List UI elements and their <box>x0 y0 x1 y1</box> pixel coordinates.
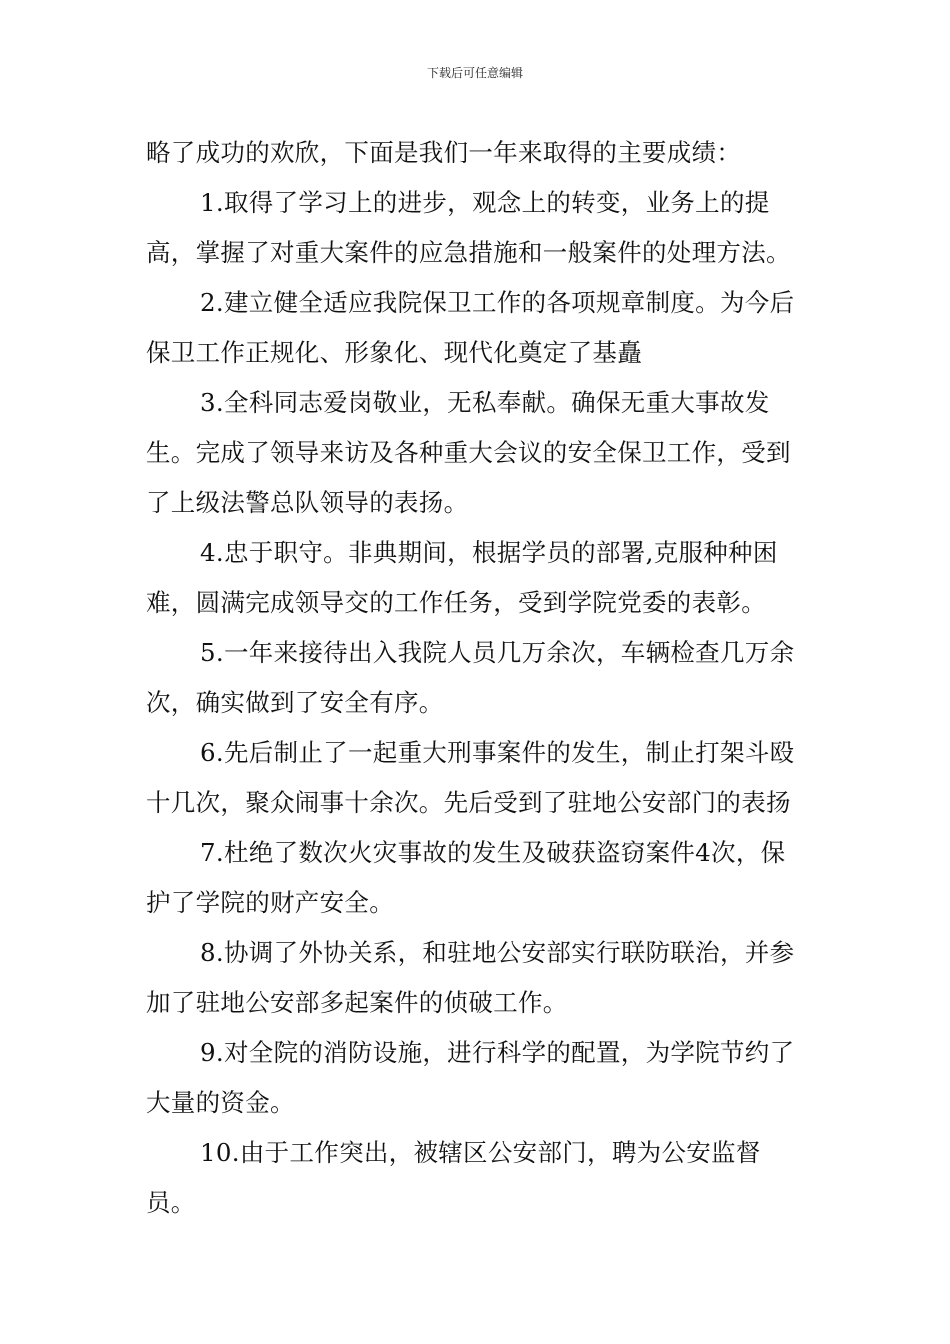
achievement-item-5: 5.一年来接待出入我院人员几万余次，车辆检查几万余次，确实做到了安全有序。 <box>146 638 795 717</box>
achievement-item-1: 1.取得了学习上的进步，观念上的转变，业务上的提高，掌握了对重大案件的应急措施和一般案件的处理方法。 <box>146 188 791 267</box>
page-header: 下载后可任意编辑 <box>426 66 523 80</box>
achievement-item-3: 3.全科同志爱岗敬业，无私奉献。确保无重大事故发生。完成了领导来访及各种重大会议的安全保卫工作，受到了上级法警总队领导的表扬。 <box>146 388 791 517</box>
document-body <box>146 128 808 1228</box>
paragraph-intro: 略了成功的欢欣，下面是我们一年来取得的主要成绩： <box>146 138 742 167</box>
achievement-item-10: 10.由于工作突出，被辖区公安部门，聘为公安监督员。 <box>146 1138 761 1217</box>
achievement-item-8: 8.协调了外协关系，和驻地公安部实行联防联治，并参加了驻地公安部多起案件的侦破工作。 <box>146 938 795 1017</box>
achievement-item-7: 7.杜绝了数次火灾事故的发生及破获盗窃案件4次，保护了学院的财产安全。 <box>146 838 786 917</box>
achievement-item-2: 2.建立健全适应我院保卫工作的各项规章制度。为今后保卫工作正规化、形象化、现代化奠定了基矗 <box>146 288 795 367</box>
achievement-item-4: 4.忠于职守。非典期间，根据学员的部署,克服种种困难，圆满完成领导交的工作任务，受到学院党委的表彰。 <box>146 538 778 617</box>
achievement-item-9: 9.对全院的消防设施，进行科学的配置，为学院节约了大量的资金。 <box>146 1038 795 1117</box>
achievement-item-6: 6.先后制止了一起重大刑事案件的发生，制止打架斗殴十几次，聚众闹事十余次。先后受到了驻地公安部门的表扬 <box>146 738 795 817</box>
